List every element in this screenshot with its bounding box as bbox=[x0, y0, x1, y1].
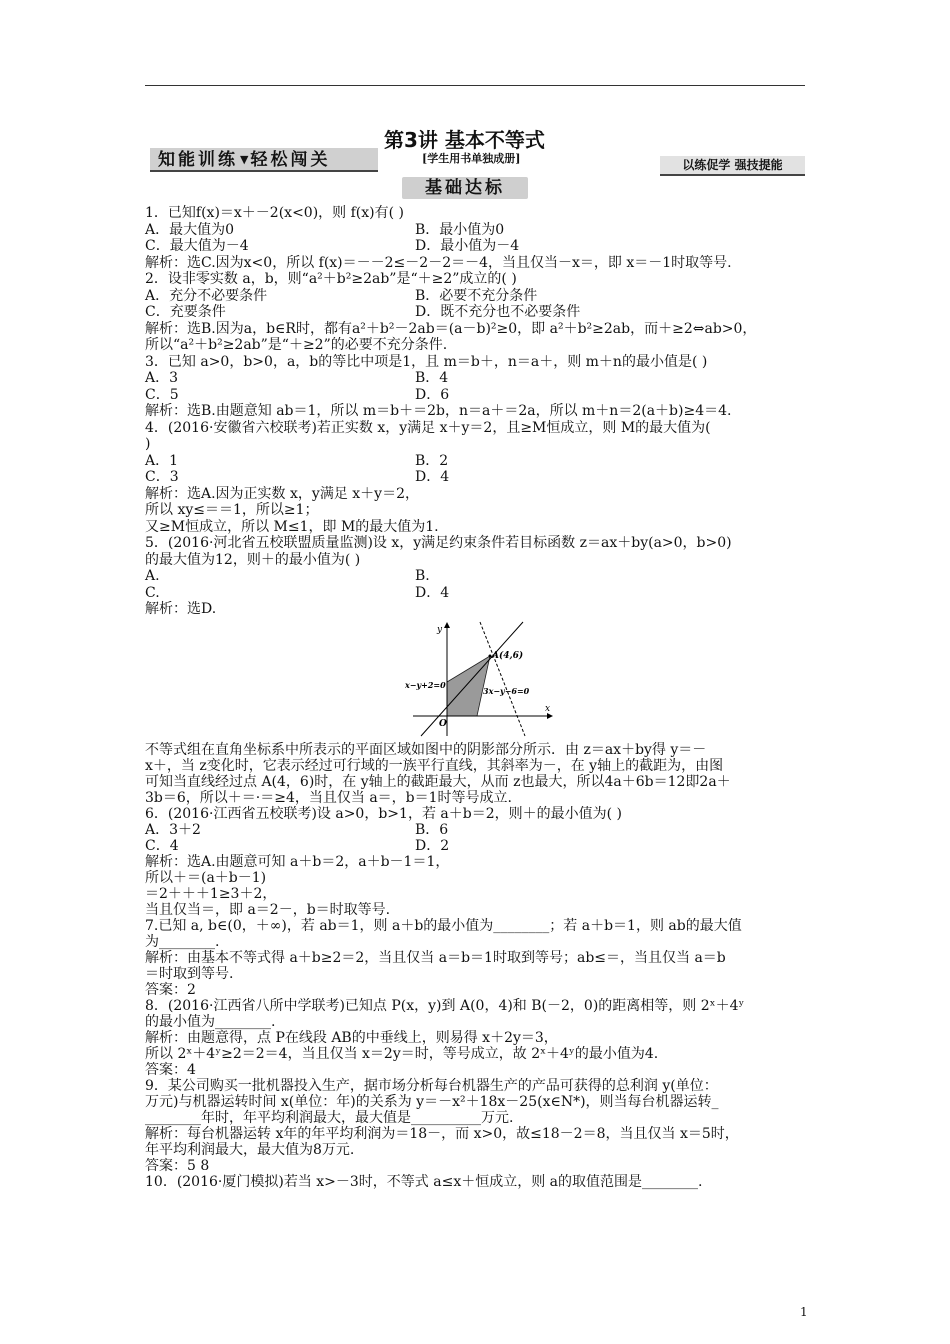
line-3x-minus-y-minus-6 bbox=[480, 622, 525, 736]
section-title: 基础达标 bbox=[402, 177, 528, 199]
lesson-title: 第3讲 基本不等式 bbox=[384, 128, 545, 152]
text-line: 解析：每台机器运转 x年的年平均利润为＝18－，而 x>0，故≤18－2＝8，当且仅当 x＝5时， bbox=[145, 1126, 739, 1142]
option-row bbox=[145, 304, 810, 320]
option-right: B．最小值为0 bbox=[415, 221, 505, 238]
text-line: 1．已知f(x)＝x＋－2(x<0)，则 f(x)有( ) bbox=[145, 205, 404, 221]
text-line: 所以“a²＋b²≥2ab”是“＋≥2”的必要不充分条件. bbox=[145, 337, 448, 353]
option-row bbox=[145, 288, 810, 304]
text-line: ＝时取到等号. bbox=[145, 966, 234, 982]
feasible-region-graph bbox=[405, 618, 555, 738]
triangle-down-icon: ▼ bbox=[240, 153, 249, 166]
text-line: x＋，当 z变化时，它表示经过可行域的一族平行直线，其斜率为－，在 y轴上的截距为，由图 bbox=[145, 758, 724, 774]
option-left: C. bbox=[145, 584, 160, 601]
text-line: 解析：由基本不等式得 a＋b≥2＝2，当且仅当 a＝b＝1时取到等号；ab≤＝，当且仅当 a＝b bbox=[145, 950, 726, 966]
option-left: A．3＋2 bbox=[145, 822, 201, 838]
axis-y-label: y bbox=[437, 625, 443, 635]
text-line: 答案：2 bbox=[145, 982, 196, 998]
option-left: A．3 bbox=[145, 370, 179, 386]
option-left: A．1 bbox=[145, 452, 179, 469]
option-right: B．必要不充分条件 bbox=[415, 287, 538, 304]
option-row bbox=[145, 370, 810, 386]
option-left: C．5 bbox=[145, 386, 179, 403]
left-banner-part-a: 知能训练 bbox=[158, 150, 238, 170]
option-right: D．4 bbox=[415, 584, 450, 601]
text-line: 解析：选B.由题意知 ab＝1，所以 m＝b＋＝2b，n＝a＋＝2a，所以 m＋n＝2(a＋b)≥4＝4. bbox=[145, 403, 732, 419]
top-rule bbox=[145, 85, 805, 86]
option-row bbox=[145, 222, 810, 238]
point-a-label: A(4,6) bbox=[492, 651, 524, 661]
text-line: 所以 xy≤＝＝1，所以≥1； bbox=[145, 502, 319, 518]
text-line: 解析：选D. bbox=[145, 601, 217, 617]
text-line: 10．(2016·厦门模拟)若当 x>－3时，不等式 a≤x＋恒成立，则 a的取值范围是________. bbox=[145, 1174, 703, 1190]
option-right: B．2 bbox=[415, 452, 449, 469]
text-line: 的最大值为12，则＋的最小值为( ) bbox=[145, 551, 361, 568]
option-right: D．4 bbox=[415, 469, 450, 485]
text-line: 9．某公司购买一批机器投入生产，据市场分析每台机器生产的产品可获得的总利润 y(单位： bbox=[145, 1078, 718, 1094]
option-left: C．4 bbox=[145, 838, 179, 854]
text-line: 又≥M恒成立，所以 M≤1，即 M的最大值为1. bbox=[145, 518, 439, 535]
option-right: D．2 bbox=[415, 838, 450, 854]
option-left: A. bbox=[145, 568, 160, 584]
text-line: ) bbox=[145, 436, 151, 452]
option-right: B．4 bbox=[415, 370, 449, 386]
left-banner bbox=[150, 148, 378, 172]
text-line: 3b＝6，所以＋＝·＝≥4，当且仅当 a＝，b＝1时等号成立. bbox=[145, 790, 512, 806]
y-axis-arrow-icon bbox=[444, 622, 450, 628]
line1-label: x−y+2=0 bbox=[405, 680, 446, 690]
text-line: 解析：由题意得，点 P在线段 AB的中垂线上，则易得 x＋2y＝3， bbox=[145, 1030, 558, 1046]
option-left: A．充分不必要条件 bbox=[145, 287, 268, 304]
text-line: 答案：4 bbox=[145, 1062, 196, 1078]
option-right: D．最小值为－4 bbox=[415, 238, 520, 254]
option-left: A．最大值为0 bbox=[145, 221, 235, 238]
option-left: C．最大值为－4 bbox=[145, 238, 249, 254]
right-banner: 以练促学 强技提能 bbox=[660, 156, 805, 176]
option-row bbox=[145, 838, 810, 854]
line2-label: 3x−y−6=0 bbox=[483, 686, 530, 696]
text-line: 6．(2016·江西省五校联考)设 a>0，b>1，若 a＋b＝2，则＋的最小值为( ) bbox=[145, 806, 622, 822]
option-left: C．充要条件 bbox=[145, 304, 226, 320]
option-row bbox=[145, 568, 810, 584]
option-right: D．既不充分也不必要条件 bbox=[415, 304, 581, 320]
text-line: 8．(2016·江西省八所中学联考)已知点 P(x，y)到 A(0，4)和 B(－2，0)的距离相等，则 2ˣ＋4ʸ bbox=[145, 998, 745, 1014]
text-line: 5．(2016·河北省五校联盟质量监测)设 x，y满足约束条件若目标函数 z＝ax＋by(a>0，b>0) bbox=[145, 535, 732, 551]
text-line: 解析：选A.因为正实数 x，y满足 x＋y＝2， bbox=[145, 485, 419, 502]
text-line: 解析：选A.由题意可知 a＋b＝2，a＋b－1＝1， bbox=[145, 854, 450, 870]
text-line: 所以 2ˣ＋4ʸ≥2＝2＝4，当且仅当 x＝2y＝时，等号成立，故 2ˣ＋4ʸ的最小值为4. bbox=[145, 1046, 659, 1062]
text-line: ________年时，年平均利润最大，最大值是__________万元. bbox=[145, 1110, 514, 1126]
text-line: 答案：5 8 bbox=[145, 1158, 210, 1174]
option-row bbox=[145, 822, 810, 838]
option-right: B．6 bbox=[415, 822, 449, 838]
text-line: 所以＋＝(a＋b－1) bbox=[145, 870, 267, 886]
text-line: 7.已知 a, b∈(0，＋∞)，若 ab＝1，则 a＋b的最小值为________；若 a＋b＝1，则 ab的最大值 bbox=[145, 918, 742, 934]
text-line: 解析：选B.因为a，b∈R时，都有a²＋b²－2ab＝(a－b)²≥0，即 a²＋b²≥2ab，而＋≥2⇔ab>0， bbox=[145, 320, 757, 337]
axis-x-label: x bbox=[545, 704, 551, 714]
text-line: 万元)与机器运转时间 x(单位：年)的关系为 y＝－x²＋18x－25(x∈N*)，则当每台机器运转_ bbox=[145, 1094, 719, 1110]
text-line: 年平均利润最大，最大值为8万元. bbox=[145, 1142, 355, 1158]
text-line: 3．已知 a>0，b>0，a，b的等比中项是1，且 m＝b＋，n＝a＋，则 m＋n的最小值是( ) bbox=[145, 353, 708, 370]
line-x-minus-y-plus-2 bbox=[421, 622, 523, 736]
page-number: 1 bbox=[800, 1305, 808, 1319]
option-left: C．3 bbox=[145, 469, 179, 485]
option-right: B. bbox=[415, 568, 430, 584]
origin-label: O bbox=[439, 719, 447, 729]
text-line: 的最小值为________. bbox=[145, 1014, 276, 1030]
sub-label: [学生用书单独成册] bbox=[422, 152, 521, 165]
text-line: 不等式组在直角坐标系中所表示的平面区域如图中的阴影部分所示．由 z＝ax＋by得 y＝－ bbox=[145, 742, 707, 758]
text-line: 可知当直线经过点 A(4，6)时，在 y轴上的截距最大，从而 z也最大，所以4a＋6b＝12即2a＋ bbox=[145, 774, 731, 790]
left-banner-part-b: 轻松闯关 bbox=[250, 150, 331, 170]
text-line: ＝2＋＋＋1≥3＋2， bbox=[145, 886, 277, 902]
text-line: 4．(2016·安徽省六校联考)若正实数 x，y满足 x＋y＝2，且≥M恒成立，则 M的最大值为( bbox=[145, 419, 711, 436]
text-line: 当且仅当＝，即 a＝2－，b＝时取等号. bbox=[145, 902, 391, 918]
option-row bbox=[145, 453, 810, 469]
text-line: 2．设非零实数 a，b，则“a²＋b²≥2ab”是“＋≥2”成立的( ) bbox=[145, 271, 517, 287]
option-row bbox=[145, 469, 810, 485]
text-line: 解析：选C.因为x<0，所以 f(x)＝－－2≤－2－2＝－4，当且仅当－x＝，即 x＝－1时取等号. bbox=[145, 254, 732, 271]
text-line: 为________. bbox=[145, 934, 220, 950]
option-right: D．6 bbox=[415, 386, 450, 403]
option-row bbox=[145, 387, 810, 403]
option-row bbox=[145, 238, 810, 254]
option-row bbox=[145, 585, 810, 601]
